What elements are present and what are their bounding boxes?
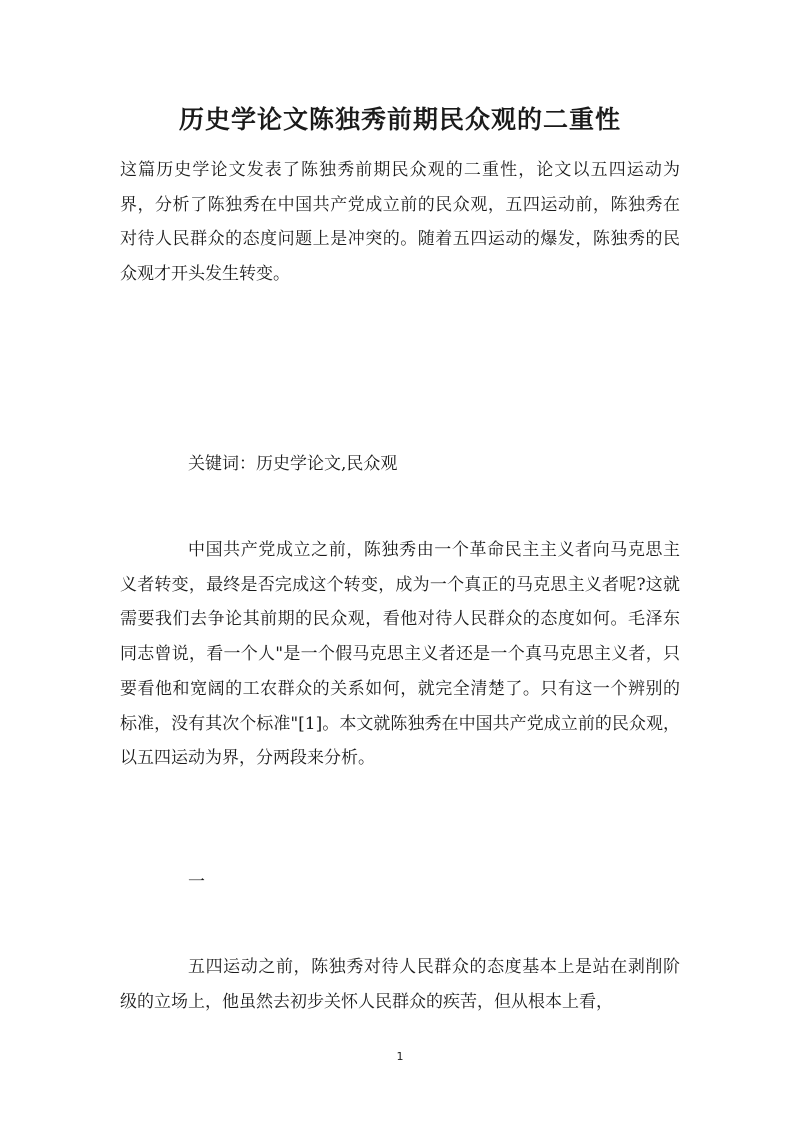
section-heading: 一 [188,872,205,892]
abstract-paragraph: 这篇历史学论文发表了陈独秀前期民众观的二重性，论文以五四运动为界，分析了陈独秀在中国共产党成立前的民众观，五四运动前，陈独秀在对待人民群众的态度问题上是冲突的。随着五四运动的爆发，陈独秀的民众观才开头发生转变。 [120,160,680,285]
page-number: 1 [396,1050,404,1063]
document-title: 历史学论文陈独秀前期民众观的二重性 [178,105,621,134]
section-one-paragraph: 五四运动之前，陈独秀对待人民群众的态度基本上是站在剥削阶级的立场上，他虽然去初步关怀人民群众的疾苦，但从根本上看， [120,957,680,1012]
intro-paragraph: 中国共产党成立之前，陈独秀由一个革命民主主义者向马克思主义者转变，最终是否完成这个转变，成为一个真正的马克思主义者呢?这就需要我们去争论其前期的民众观，看他对待人民群众的态度如何。毛泽东同志曾说，看一个人"是一个假马克思主义者还是一个真马克思主义者，只要看他和宽阔的工农群众的关系如何，就完全清楚了。只有这一个辨别的标准，没有其次个标准"[1]。本文就陈独秀在中国共产党成立前的民众观，以五四运动为界，分两段来分析。 [120,540,680,769]
keywords-line: 关键词：历史学论文,民众观 [188,454,398,474]
